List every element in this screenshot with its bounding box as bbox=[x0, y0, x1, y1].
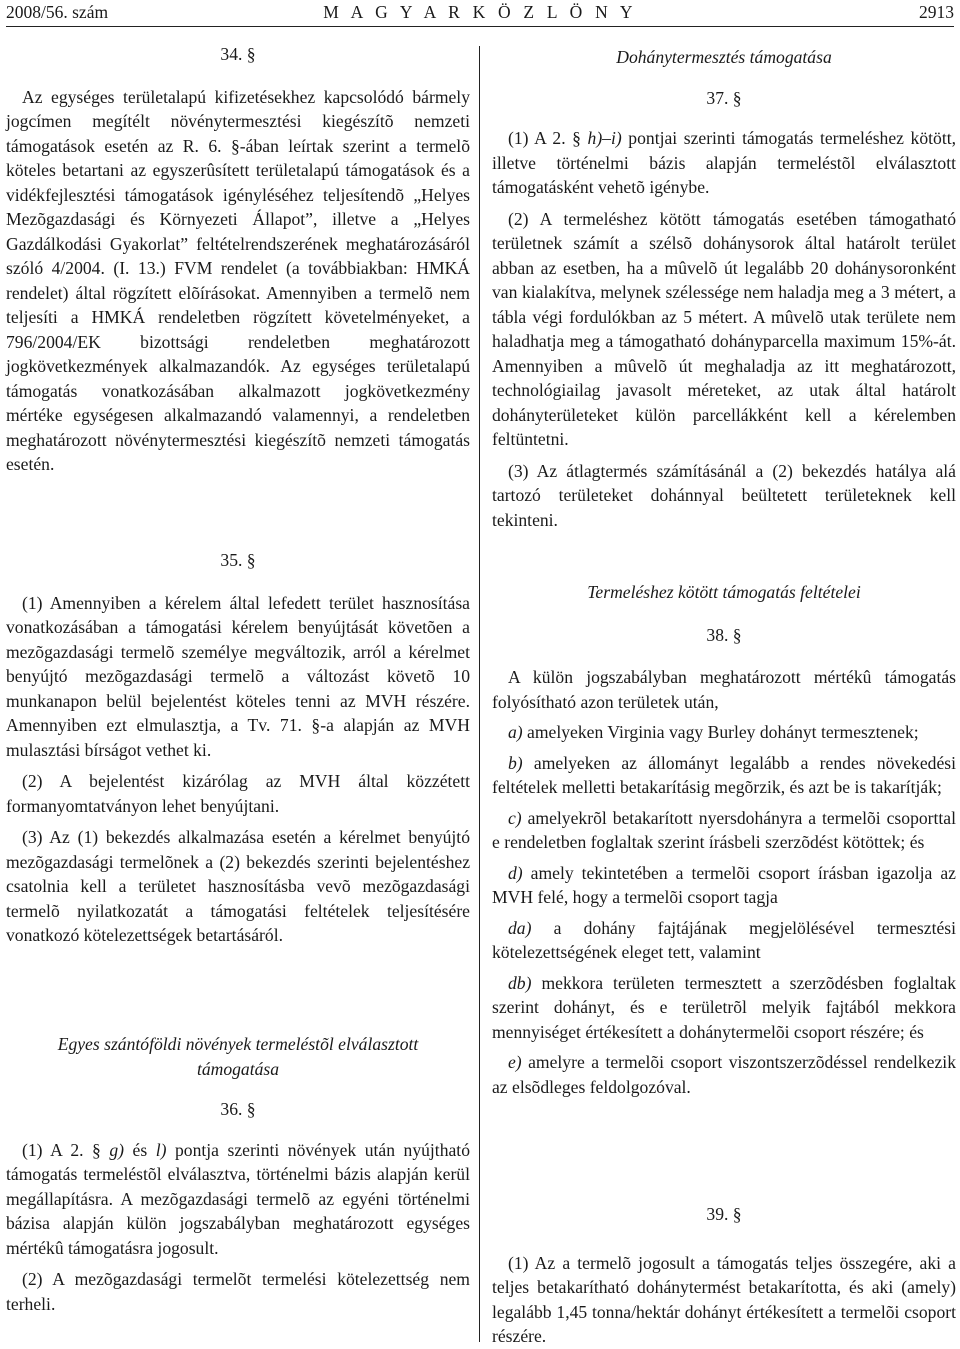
page-number: 2913 bbox=[919, 2, 954, 22]
section-36-title: Egyes szántóföldi növények termeléstõl elválasztott támogatása bbox=[57, 1034, 419, 1079]
left-column-36 bbox=[6, 1032, 470, 1316]
section-36-heading: 36. § bbox=[220, 1099, 256, 1119]
section-38-heading: 38. § bbox=[706, 624, 742, 645]
section-38-title: Termeléshez kötött támogatás feltételei bbox=[587, 582, 861, 602]
section-39-heading: 39. § bbox=[706, 1204, 742, 1224]
left-column bbox=[6, 42, 470, 477]
list-item: da) a dohány fajtájának megjelölésével termesztési kötelezettségének eleget tett, valamint bbox=[492, 917, 956, 962]
section-35-p1: (1) Amennyiben a kérelem által lefedett terület hasznosítása vonatkozásában a támogatási kérelem benyújtását követõen a mezõgazdasági termelõ személye megváltozik, arról a kérelmet benyújtó mezõgazdasági termelõ a változást követõ 10 munkanapon belül bejelentést köteles tenni az MVH részére. Amennyiben ezt elmulasztja, a Tv. 71. §-a alapján az MVH mulasztási bírságot vethet ki. bbox=[6, 592, 470, 760]
section-37-p3: (3) Az átlagtermés számításánál a (2) bekezdés hatálya alá tartozó területeket dohánnyal beültetett területeknek kell tekinteni. bbox=[492, 460, 956, 530]
section-34-text: Az egységes területalapú kifizetésekhez kapcsolódó bármely jogcímen megítélt növénytermesztési kiegészítõ nemzeti támogatások esetén az R. 6. §-ában leírtak szerint a termelõ köteles betartani az egyszerûsített területalapú támogatások és a vidékfejlesztési támogatások igényléséhez teljesítendõ „Helyes Mezõgazdasági és Környezeti Állapot”, illetve a „Helyes Gazdálkodási Gyakorlat” feltételrendszerének meghatározásáról szóló 4/2004. (I. 13.) FVM rendelet (a továbbiakban: HMKÁ rendelet) által rögzített elõírásokat. Amennyiben a termelõ nem teljesíti a HMKÁ rendeletben rögzített követelményeket, a 796/2004/EK bizottsági rendeletben meghatározott jogkövetkezmények alkalmazandók. Az egységes területalapú támogatás vonatkozásában alkalmazott jogkövetkezmény mértéke egységesen alkalmazandó valamennyi, a rendeletben meghatározott növénytermesztési kiegészítõ nemzeti támogatás esetén. bbox=[6, 86, 470, 474]
right-column-37 bbox=[492, 45, 956, 532]
section-35-heading: 35. § bbox=[220, 550, 256, 570]
section-36-p2: (2) A mezõgazdasági termelõt termelési kötelezettség nem terheli. bbox=[6, 1269, 470, 1314]
section-37-p1: (1) A 2. § h)–i) pontjai szerinti támogatás termeléshez kötött, illetve történelmi bázis alapján termeléstõl elválasztott támogatásként vehetõ igénybe. bbox=[492, 128, 956, 197]
page-header bbox=[6, 0, 954, 27]
section-34-heading: 34. § bbox=[220, 44, 256, 64]
section-37-title: Dohánytermesztés támogatása bbox=[616, 47, 832, 67]
issue-number: 2008/56. szám bbox=[6, 2, 109, 22]
section-38-intro: A külön jogszabályban meghatározott mértékû támogatás folyósítható azon területek után, bbox=[492, 667, 956, 712]
list-item: c) amelyekrõl betakarított nyersdohányra a termelõi csoporttal e rendeletben foglaltak szerint írásbeli szerzõdést kötöttek; és bbox=[492, 807, 956, 852]
right-column-39 bbox=[492, 1202, 956, 1349]
list-item: b) amelyeken az állományt legalább a rendes növekedési feltételek melletti betakarításig megõrzik, és azt be is takarítják; bbox=[492, 752, 956, 797]
section-37-heading: 37. § bbox=[706, 87, 742, 108]
section-39-p1: (1) Az a termelõ jogosult a támogatás teljes összegére, aki a teljes betakarítható dohánytermést betakarította, és aki (amely) legalább 1,45 tonna/hektár dohányt értékesített a termelõi csoport részére. bbox=[492, 1252, 956, 1346]
section-38-list bbox=[492, 720, 956, 1099]
section-36-p1: (1) A 2. § g) és l) pontja szerinti növények után nyújtható támogatás termeléstõl elválasztva, történelmi bázis alapján kerül megállapításra. A mezõgazdasági termelõ az egyéni történelmi bázisa alapján külön jogszabályban meghatározott egységes mértékû támogatásra jogosult. bbox=[6, 1139, 470, 1258]
left-column-35 bbox=[6, 548, 470, 948]
section-35-p2: (2) A bejelentést kizárólag az MVH által közzétett formanyomtatványon lehet benyújtani. bbox=[6, 771, 470, 816]
section-37-p2: (2) A termeléshez kötött támogatás esetében támogatható területnek számít a szélsõ dohánysorok által határolt terület abban az esetben, ha a mûvelõ út legalább 20 dohánysoronként van kialakítva, melynek szélessége nem haladja meg a 3 métert, a tábla végi fordulókban az 5 métert. A mûvelõ utak területe nem haladhatja meg a támogatható dohányparcella maximum 15%-át. Amennyiben a mûvelõ út meghaladja az itt meghatározott, technológiailag javasolt méreteket, az utak által határolt dohányterületeket külön parcellákként kell a kérelemben feltüntetni. bbox=[492, 208, 956, 449]
right-column-38 bbox=[492, 580, 956, 1099]
list-item: e) amelyre a termelõi csoport viszontszerzõdéssel rendelkezik az elsõdleges feldolgozóval. bbox=[492, 1052, 956, 1097]
list-item: d) amely tekintetében a termelõi csoport írásban igazolja az MVH felé, hogy a termelõi csoport tagja bbox=[492, 862, 956, 907]
column-divider bbox=[479, 46, 480, 1342]
journal-title: M A G Y A R K Ö Z L Ö N Y bbox=[323, 2, 637, 22]
list-item: a) amelyeken Virginia vagy Burley dohányt termesztenek; bbox=[508, 722, 919, 742]
section-35-p3: (3) Az (1) bekezdés alkalmazása esetén a kérelmet benyújtó mezõgazdasági termelõnek a (2) bekezdés szerinti bejelentéshez csatolnia kell a területet hasznosításba vevõ mezõgazdasági termelõ nyilatkozatát a támogatási feltételek teljesítésére vonatkozó kötelezettségek betartásáról. bbox=[6, 827, 470, 945]
list-item: db) mekkora területen termesztett a szerzõdésben foglaltak szerint dohányt, és e területrõl melyik fajtából mekkora mennyiséget értékesített a dohánytermelõi csoport részére; és bbox=[492, 972, 956, 1042]
